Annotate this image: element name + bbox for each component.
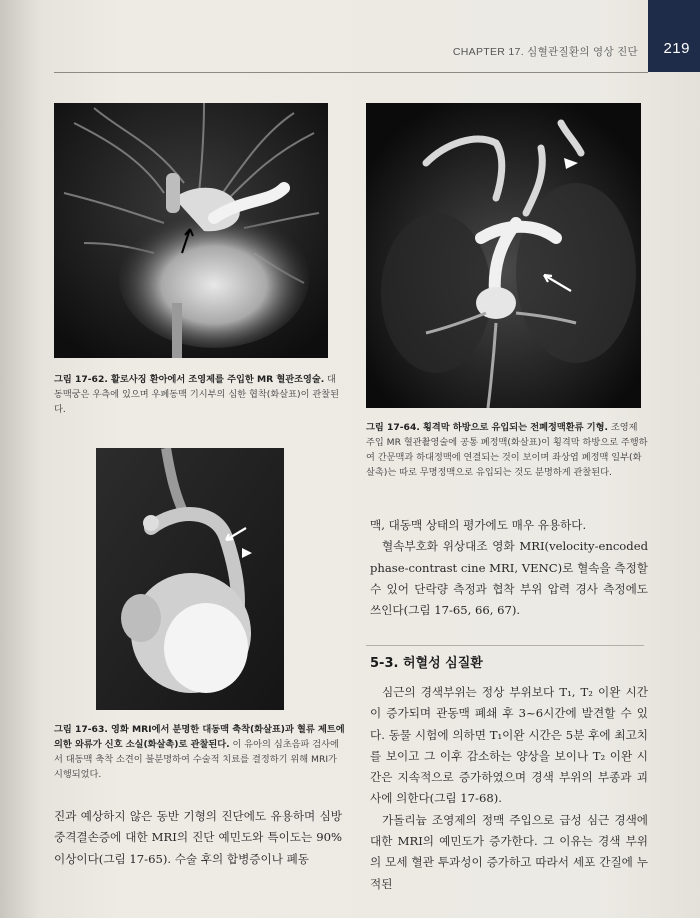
body-paragraph: 진과 예상하지 않은 동반 기형의 진단에도 유용하며 심방중격결손증에 대한 MRI의 진단 예민도와 특이도는 90% 이상이다(그림 17-65). 수술 후의 합병증이나 폐동 bbox=[54, 809, 342, 866]
body-paragraph: 심근의 경색부위는 정상 부위보다 T₁, T₂ 이완 시간이 증가되며 관동맥 폐쇄 후 3~6시간에 발견할 수 있다. 동물 시험에 의하면 T₁이완 시간은 5분 후에 최고치를 보이고 그 이후 감소하는 양상을 보이나 T₂ 이완 시간은 지속적으로 증가하였으며 경색 부위의 부종과 괴사에 의한다(그림 17-68). bbox=[370, 685, 648, 806]
left-column-body bbox=[54, 806, 342, 870]
page-number: 219 bbox=[663, 40, 690, 57]
right-column-body-bottom bbox=[370, 682, 648, 895]
figure-17-62-caption bbox=[54, 372, 344, 417]
body-paragraph: 맥, 대동맥 상태의 평가에도 매우 유용하다. bbox=[370, 518, 587, 532]
figure-17-62-label: 그림 17-62. 활로사징 환아에서 조영제를 주입한 MR 혈관조영술. bbox=[54, 374, 325, 385]
figure-17-62-text: 대동맥궁은 우측에 있으며 우폐동맥 기시부의 심한 협착(화살표)이 관찰된다. bbox=[54, 374, 339, 415]
chapter-running-title: CHAPTER 17. 심혈관질환의 영상 진단 bbox=[452, 46, 638, 58]
page-number-tab bbox=[648, 0, 700, 72]
right-column-body-top bbox=[370, 515, 648, 621]
figure-17-62-image bbox=[54, 103, 328, 358]
body-paragraph: 혈속부호화 위상대조 영화 MRI(velocity-encoded phase-contrast cine MRI, VENC)로 혈속을 측정할 수 있어 단락량 측정과 협착 부위 압력 경사 측정에도 쓰인다(그림 17-65, 66, 67). bbox=[370, 539, 648, 618]
figure-17-63-caption bbox=[54, 722, 346, 782]
section-heading: 5-3. 허혈성 심질환 bbox=[370, 656, 483, 671]
figure-17-63-image bbox=[96, 448, 284, 710]
figure-17-64-caption bbox=[366, 420, 648, 480]
figure-17-64-label: 그림 17-64. 횡격막 하방으로 유입되는 전폐정맥환류 기형. bbox=[366, 422, 608, 433]
header-rule bbox=[54, 72, 648, 73]
body-paragraph: 가돌리늄 조영제의 정맥 주입으로 급성 심근 경색에 대한 MRI의 예민도가 증가한다. 그 이유는 경색 부위의 모세 혈관 투과성이 증가하고 따라서 세포 간질에 누적된 bbox=[370, 812, 648, 891]
section-divider bbox=[366, 645, 644, 646]
figure-17-64-text: 조영제 주입 MR 혈관촬영술에 공통 폐정맥(화살표)이 횡격막 하방으로 주행하여 간문맥과 하대정맥에 연결되는 것이 보이며 좌상엽 폐정맥 일부(화살촉)는 따로 무명정맥으로 유입되는 것도 분명하게 관찰된다. bbox=[366, 422, 648, 478]
figure-17-64-image bbox=[366, 103, 641, 408]
figure-17-63-text: 이 유아의 심초음파 검사에서 대동맥 축착 소견이 불분명하여 수술적 치료를 결정하기 위해 MRI가 시행되었다. bbox=[54, 739, 339, 780]
figure-17-63-label: 그림 17-63. 영화 MRI에서 분명한 대동맥 축착(화살표)과 혈류 제트에 의한 와류가 신호 소실(화살촉)로 관찰된다. bbox=[54, 724, 345, 750]
